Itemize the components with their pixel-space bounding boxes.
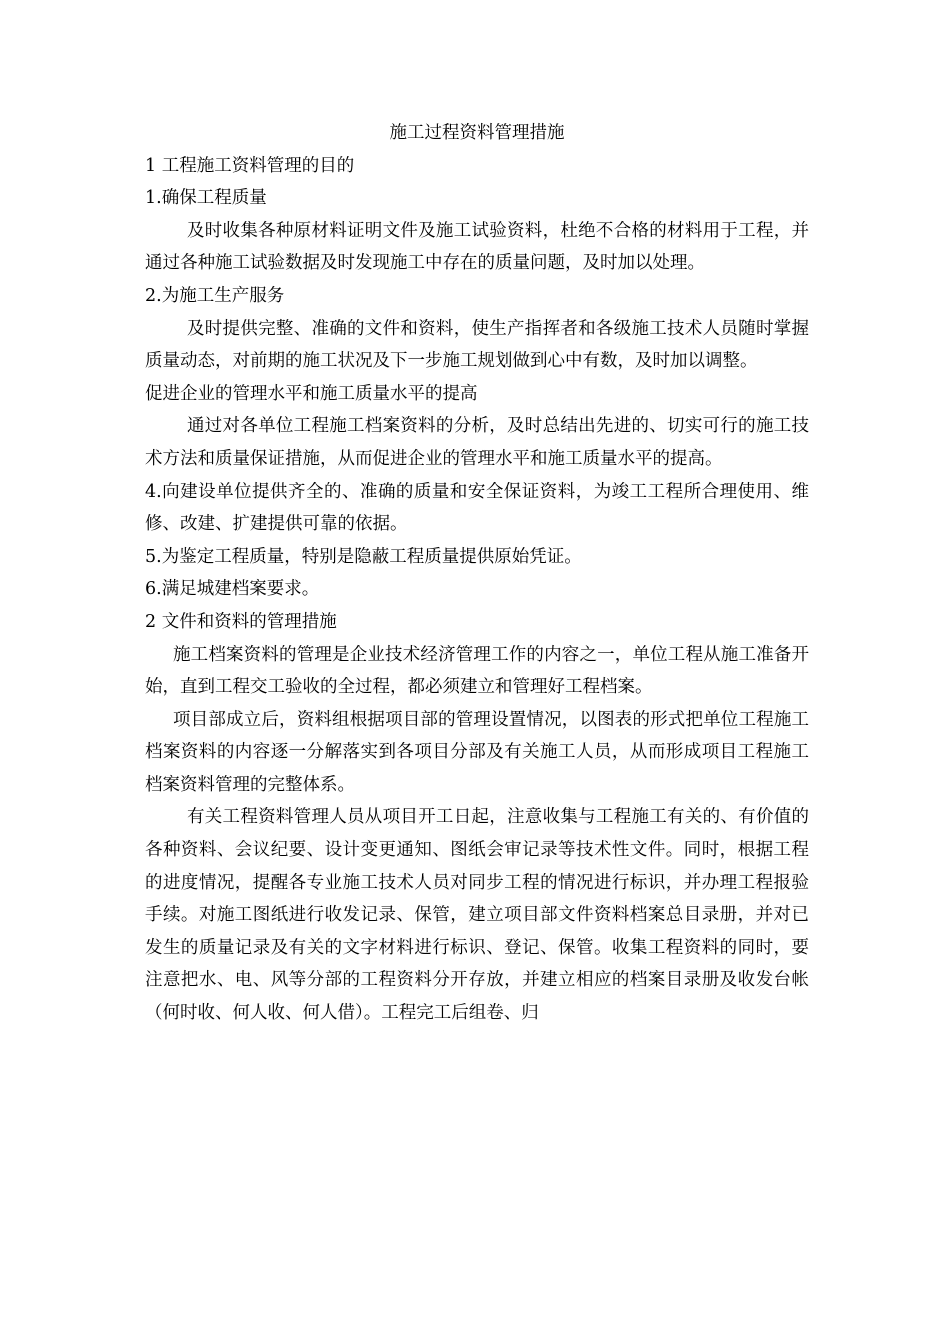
paragraph: 及时收集各种原材料证明文件及施工试验资料，杜绝不合格的材料用于工程，并通过各种施工试验数据及时发现施工中存在的质量问题，及时加以处理。 bbox=[145, 220, 809, 274]
subsection-heading: 2.为施工生产服务 bbox=[145, 285, 285, 306]
section-heading: 1 工程施工资料管理的目的 bbox=[145, 155, 355, 176]
numbered-paragraph: 6.满足城建档案要求。 bbox=[145, 579, 320, 600]
document-title: 施工过程资料管理措施 bbox=[389, 123, 565, 143]
numbered-paragraph: 5.为鉴定工程质量，特别是隐蔽工程质量提供原始凭证。 bbox=[145, 546, 582, 567]
paragraph: 及时提供完整、准确的文件和资料，使生产指挥者和各级施工技术人员随时掌握质量动态，对前期的施工状况及下一步施工规划做到心中有数，及时加以调整。 bbox=[145, 318, 809, 372]
paragraph: 项目部成立后，资料组根据项目部的管理设置情况，以图表的形式把单位工程施工档案资料的内容逐一分解落实到各项目分部及有关施工人员，从而形成项目工程施工档案资料管理的完整体系。 bbox=[145, 709, 809, 795]
section-heading: 2 文件和资料的管理措施 bbox=[145, 611, 337, 632]
document-page bbox=[145, 117, 809, 1030]
paragraph: 施工档案资料的管理是企业技术经济管理工作的内容之一，单位工程从施工准备开始，直到工程交工验收的全过程，都必须建立和管理好工程档案。 bbox=[145, 644, 809, 698]
numbered-paragraph: 4.向建设单位提供齐全的、准确的质量和安全保证资料，为竣工工程所合理使用、维修、改建、扩建提供可靠的依据。 bbox=[145, 481, 809, 535]
paragraph: 有关工程资料管理人员从项目开工日起，注意收集与工程施工有关的、有价值的各种资料、会议纪要、设计变更通知、图纸会审记录等技术性文件。同时，根据工程的进度情况，提醒各专业施工技术人员对同步工程的情况进行标识，并办理工程报验手续。对施工图纸进行收发记录、保管，建立项目部文件资料档案总目录册，并对已发生的质量记录及有关的文字材料进行标识、登记、保管。收集工程资料的同时，要注意把水、电、风等分部的工程资料分开存放，并建立相应的档案目录册及收发台帐（何时收、何人收、何人借）。工程完工后组卷、归 bbox=[145, 807, 809, 1024]
subsection-heading: 1.确保工程质量 bbox=[145, 188, 267, 209]
subsection-heading: 促进企业的管理水平和施工质量水平的提高 bbox=[145, 383, 478, 404]
document-body bbox=[145, 150, 809, 1030]
paragraph: 通过对各单位工程施工档案资料的分析，及时总结出先进的、切实可行的施工技术方法和质量保证措施，从而促进企业的管理水平和施工质量水平的提高。 bbox=[145, 416, 809, 469]
